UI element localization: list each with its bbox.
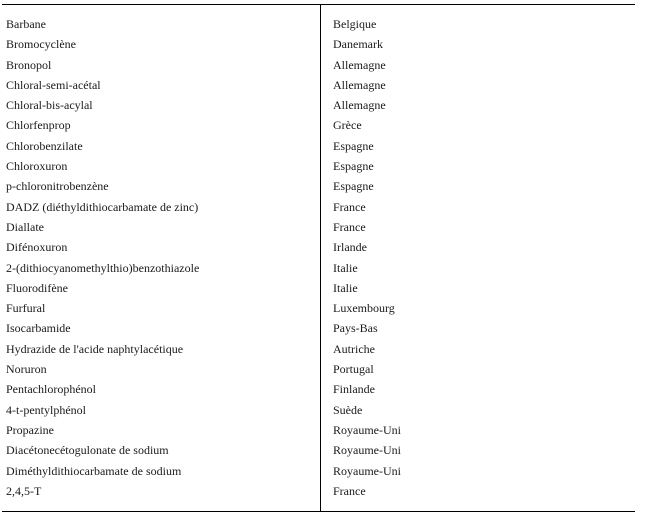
country-cell: Royaume-Uni [333, 443, 401, 458]
country-cell: Finlande [333, 382, 375, 397]
substance-cell: Bromocyclène [6, 37, 76, 52]
table-row [2, 237, 635, 257]
country-cell: Grèce [333, 118, 362, 133]
substance-cell: Chloroxuron [6, 159, 68, 174]
country-cell: Espagne [333, 138, 374, 153]
table-row [2, 115, 635, 135]
table-row [2, 318, 635, 338]
table-row [2, 156, 635, 176]
substance-cell: Hydrazide de l'acide naphtylacétique [6, 341, 184, 356]
table-rows [2, 14, 635, 501]
substance-cell: Diallate [6, 219, 44, 234]
substance-cell: Chlorobenzilate [6, 138, 83, 153]
country-cell: France [333, 483, 366, 498]
table-row [2, 400, 635, 420]
substance-cell: Diméthyldithiocarbamate de sodium [6, 463, 182, 478]
table-row [2, 14, 635, 34]
table-row [2, 298, 635, 318]
country-cell: Luxembourg [333, 301, 395, 316]
table-row [2, 55, 635, 75]
table-row [2, 136, 635, 156]
table-row [2, 420, 635, 440]
substance-cell: Chloral-bis-acylal [6, 98, 93, 113]
substance-cell: Barbane [6, 17, 46, 31]
table-row [2, 481, 635, 501]
substance-cell: Diacétonecétogulonate de sodium [6, 443, 169, 458]
country-cell: Italie [333, 260, 358, 275]
substance-cell: Pentachlorophénol [6, 382, 96, 397]
substance-cell: Furfural [6, 301, 46, 316]
country-cell: Espagne [333, 179, 374, 194]
country-cell: Allemagne [333, 98, 386, 113]
substance-cell: Chlorfenprop [6, 118, 71, 133]
substance-cell: Propazine [6, 422, 54, 437]
table-row [2, 379, 635, 399]
table-row [2, 34, 635, 54]
table-row [2, 176, 635, 196]
substance-country-table [2, 4, 635, 512]
country-cell: Espagne [333, 159, 374, 174]
country-cell: Italie [333, 280, 358, 295]
table-row [2, 339, 635, 359]
country-cell: Allemagne [333, 57, 386, 72]
table-row [2, 75, 635, 95]
table-row [2, 258, 635, 278]
country-cell: Irlande [333, 240, 367, 255]
table-row [2, 197, 635, 217]
country-cell: Autriche [333, 341, 375, 356]
substance-cell: DADZ (diéthyldithiocarbamate de zinc) [6, 199, 199, 214]
table-row [2, 359, 635, 379]
substance-cell: Fluorodifène [6, 280, 68, 295]
country-cell: Suède [333, 402, 363, 417]
country-cell: Pays-Bas [333, 321, 378, 336]
country-cell: Royaume-Uni [333, 463, 401, 478]
country-cell: Royaume-Uni [333, 422, 401, 437]
substance-cell: p-chloronitrobenzène [6, 179, 109, 194]
country-cell: Allemagne [333, 77, 386, 92]
table-row [2, 95, 635, 115]
country-cell: Belgique [333, 17, 377, 31]
table-row [2, 217, 635, 237]
table-row [2, 461, 635, 481]
substance-cell: Bronopol [6, 57, 52, 72]
substance-cell: Isocarbamide [6, 321, 71, 336]
table-row [2, 440, 635, 460]
substance-cell: 2,4,5-T [6, 483, 42, 498]
table-row [2, 278, 635, 298]
country-cell: France [333, 199, 366, 214]
substance-cell: Chloral-semi-acétal [6, 77, 101, 92]
substance-cell: Noruron [6, 362, 47, 377]
country-cell: Danemark [333, 37, 383, 52]
country-cell: Portugal [333, 362, 374, 377]
substance-cell: 2-(dithiocyanomethylthio)benzothiazole [6, 260, 200, 275]
substance-cell: Difénoxuron [6, 240, 68, 255]
country-cell: France [333, 219, 366, 234]
substance-cell: 4-t-pentylphénol [6, 402, 86, 417]
